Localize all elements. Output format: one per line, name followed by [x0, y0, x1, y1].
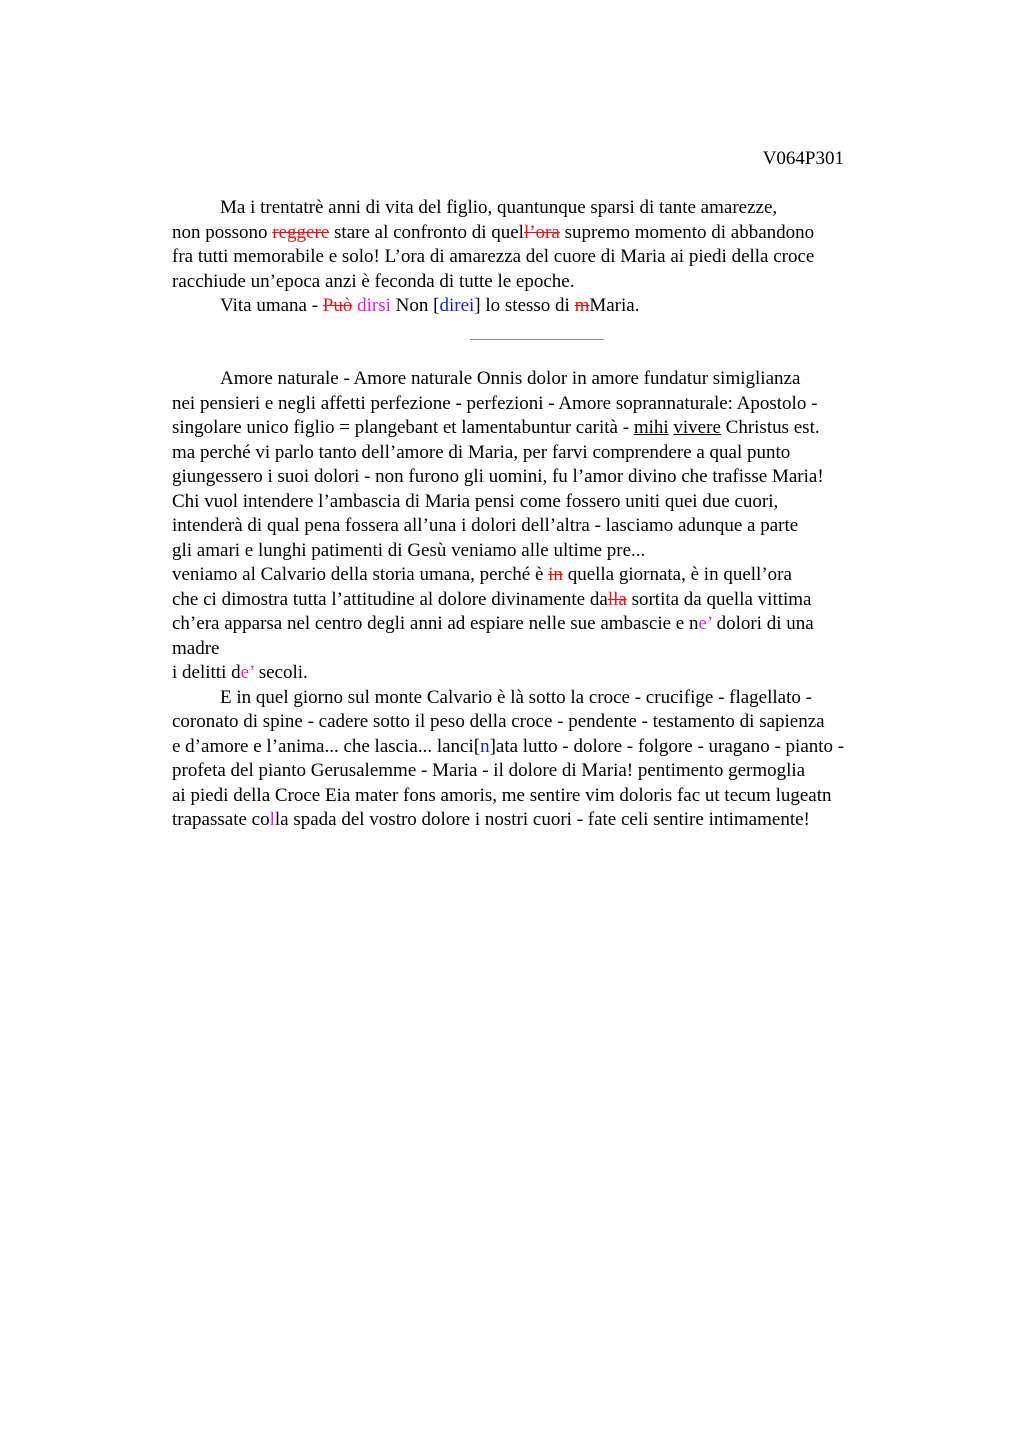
text-line: E in quel giorno sul monte Calvario è là sotto la croce - crucifige - flagellato - [220, 686, 812, 708]
text-segment: stare al confronto di quel [329, 221, 524, 243]
text-segment: ch’era apparsa nel centro degli anni ad espiare nelle sue ambascie e n [172, 613, 699, 634]
text-line: nei pensieri e negli affetti perfezione - perfezioni - Amore soprannaturale: Apostolo - [172, 392, 818, 414]
text-segment: e d’amore e l’anima... che lascia... lanci[ [172, 735, 481, 757]
text-segment: ] lo stesso di [474, 295, 575, 316]
text-segment: quella giornata, è in quell’ora [562, 564, 792, 585]
text-segment: Vita umana - [220, 295, 323, 316]
text-line: racchiude un’epoca anzi è feconda di tutte le epoche. [172, 270, 575, 292]
paragraph-block-2 [172, 367, 912, 833]
text-line: giungessero i suoi dolori - non furono gli uomini, fu l’amor divino che trafisse Maria! [172, 466, 824, 487]
text-line [172, 612, 912, 637]
text-line: profeta del pianto Gerusalemme - Maria - il dolore di Maria! pentimento germoglia [172, 760, 806, 781]
text-line: Ma i trentatrè anni di vita del figlio, quantunque sparsi di tante amarezze, [220, 197, 778, 218]
deleted-text: m [574, 295, 590, 316]
text-line: madre [172, 637, 220, 659]
text-segment: secoli. [253, 662, 308, 683]
text-segment: veniamo al Calvario della storia umana, perché è [172, 564, 549, 585]
deleted-text: Può [322, 295, 353, 316]
text-line [172, 588, 912, 613]
inserted-text: dirsi [352, 295, 391, 316]
deleted-text: lla [607, 588, 627, 610]
text-line: Amore naturale - Amore naturale Onnis dolor in amore fundatur simiglianza [220, 368, 801, 389]
text-line: gli amari e lunghi patimenti di Gesù veniamo alle ultime pre... [172, 539, 646, 561]
text-line: ma perché vi parlo tanto dell’amore di Maria, per farvi comprendere a qual punto [172, 441, 791, 463]
text-line [172, 808, 912, 833]
text-segment: dolori di una [711, 613, 814, 634]
page-reference-code: V064P301 [762, 148, 844, 169]
text-segment: la spada del vostro dolore i nostri cuori - fate celi sentire intimamente! [274, 809, 810, 830]
text-segment: sortita da quella vittima [626, 588, 812, 610]
text-segment: non possono [172, 221, 273, 243]
paragraph-block-1 [172, 196, 912, 319]
text-line [172, 416, 912, 441]
text-segment: Non [ [390, 295, 440, 316]
underlined-text: mihi [633, 417, 669, 438]
deleted-text: reggere [272, 221, 330, 243]
text-segment: supremo momento di abbandono [559, 221, 815, 243]
supplied-text: n [480, 735, 490, 757]
section-separator [470, 339, 604, 340]
text-segment: trapassate co [172, 809, 270, 830]
deleted-text: in [548, 564, 563, 585]
text-line [172, 563, 912, 588]
text-line [172, 221, 912, 246]
text-line: fra tutti memorabile e solo! L’ora di amarezza del cuore di Maria ai piedi della croce [172, 246, 815, 267]
text-segment: che ci dimostra tutta l’attitudine al dolore divinamente da [172, 588, 608, 610]
supplied-text: direi [439, 295, 475, 316]
text-line: coronato di spine - cadere sotto il peso della croce - pendente - testamento di sapienza [172, 711, 825, 732]
text-line: Chi vuol intendere l’ambascia di Maria pensi come fossero uniti quei due cuori, [172, 490, 779, 512]
underlined-text: vivere [673, 417, 721, 438]
text-line [172, 294, 912, 319]
text-segment: singolare unico figlio = plangebant et lamentabuntur carità - [172, 417, 634, 438]
text-segment: i delitti d [172, 662, 241, 683]
inserted-text: e’ [698, 613, 712, 634]
text-segment: Christus est. [720, 417, 820, 438]
text-line [172, 735, 912, 760]
deleted-text: l’ora [523, 221, 560, 243]
inserted-text: e’ [240, 662, 254, 683]
inserted-text: l [269, 809, 275, 830]
text-line: ai piedi della Croce Eia mater fons amoris, me sentire vim doloris fac ut tecum lugeatn [172, 784, 832, 806]
text-segment: Maria. [589, 295, 640, 316]
text-segment: ]ata lutto - dolore - folgore - uragano - pianto - [489, 735, 845, 757]
text-line [172, 661, 912, 686]
text-line: intenderà di qual pena fossera all’una i dolori dell’altra - lasciamo adunque a parte [172, 515, 799, 536]
